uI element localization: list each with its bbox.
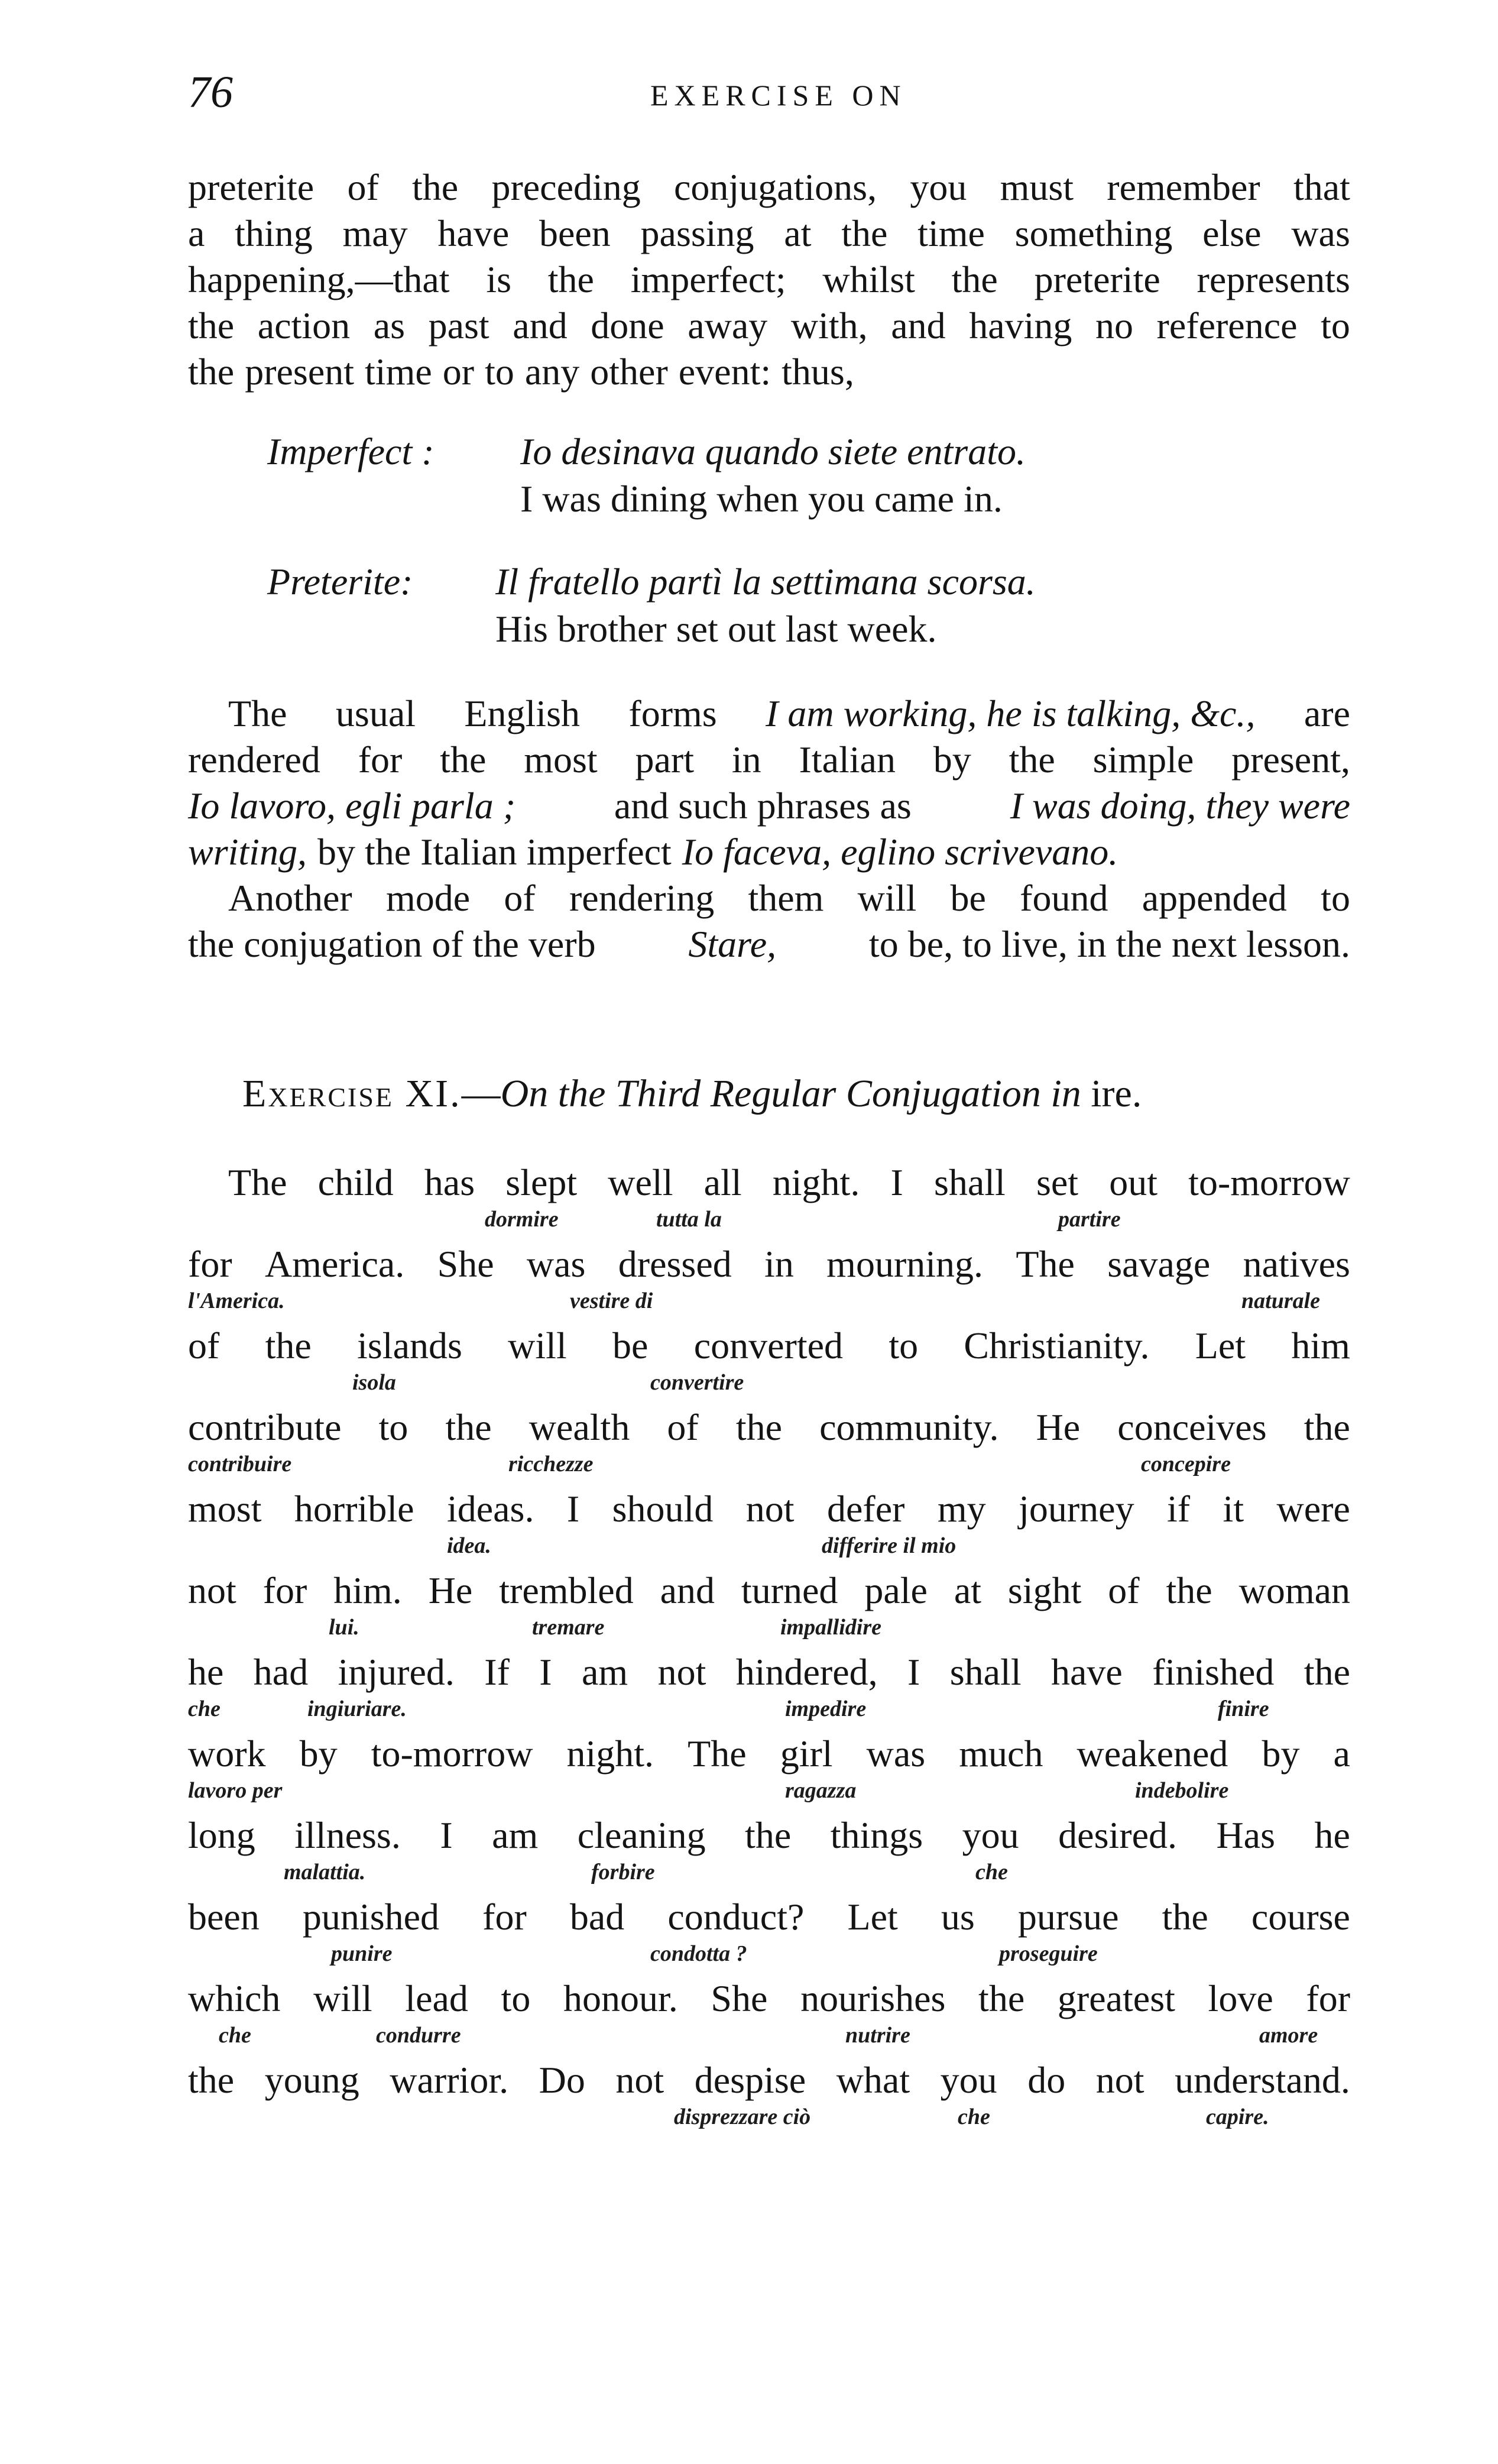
italian-gloss: partire xyxy=(1058,1207,1121,1232)
intro-line: a thing may have been passing at the time something else was xyxy=(188,212,1350,254)
exercise-word: understand. xyxy=(1175,2059,1350,2101)
paragraph-line: The usual English forms I am working, he is talking, &c., are xyxy=(228,692,1350,734)
example-english: His brother set out last week. xyxy=(495,608,937,650)
exercise-word: much xyxy=(959,1733,1043,1775)
exercise-word: by xyxy=(1262,1733,1300,1775)
exercise-word: most xyxy=(188,1488,262,1530)
exercise-word: if xyxy=(1167,1488,1191,1530)
exercise-word: I xyxy=(907,1651,920,1693)
exercise-word: If xyxy=(484,1651,510,1693)
exercise-word: She xyxy=(711,1977,768,2019)
exercise-word: do xyxy=(1027,2059,1066,2101)
exercise-word: community. xyxy=(819,1406,999,1448)
exercise-word: I xyxy=(566,1488,580,1530)
exercise-word: him xyxy=(1291,1325,1350,1367)
exercise-line xyxy=(188,1568,1350,1613)
exercise-word: the xyxy=(1304,1651,1350,1693)
exercise-word: not xyxy=(1095,2059,1144,2101)
example-english: I was dining when you came in. xyxy=(520,478,1003,520)
italian-gloss: vestire di xyxy=(570,1288,653,1313)
exercise-word: well xyxy=(608,1161,673,1203)
paragraph-line: the conjugation of the verb Stare, to be, to live, in the next lesson. xyxy=(188,923,1350,965)
italian-gloss: disprezzare ciò xyxy=(674,2104,811,2129)
exercise-word: bad xyxy=(569,1896,625,1938)
italian-gloss: ragazza xyxy=(785,1778,857,1803)
italian-gloss: capire. xyxy=(1206,2104,1269,2129)
paragraph-line: rendered for the most part in Italian by the simple present, xyxy=(188,739,1350,781)
exercise-word: the xyxy=(978,1977,1025,2019)
exercise-line xyxy=(188,1242,1350,1287)
italian-gloss: convertire xyxy=(650,1370,744,1395)
exercise-word: illness. xyxy=(294,1814,401,1856)
exercise-word: work xyxy=(188,1733,266,1775)
exercise-word: child xyxy=(317,1161,394,1203)
italian-gloss: ricchezze xyxy=(508,1452,594,1477)
paragraph-line: writing, by the Italian imperfect Io faceva, eglino scrivevano. xyxy=(188,831,1118,873)
exercise-word: conceives xyxy=(1117,1406,1267,1448)
italian-gloss: che xyxy=(219,2023,251,2048)
exercise-word: a xyxy=(1333,1733,1350,1775)
exercise-word: the xyxy=(445,1406,492,1448)
italian-gloss: ingiuriare. xyxy=(307,1696,407,1721)
exercise-word: love xyxy=(1208,1977,1273,2019)
exercise-word: I xyxy=(539,1651,552,1693)
exercise-word: am xyxy=(581,1651,628,1693)
exercise-word: of xyxy=(667,1406,699,1448)
exercise-word: not xyxy=(745,1488,795,1530)
exercise-word: He xyxy=(1036,1406,1081,1448)
exercise-word: islands xyxy=(357,1325,462,1367)
exercise-word: to xyxy=(501,1977,531,2019)
exercise-word: not xyxy=(615,2059,664,2101)
exercise-line xyxy=(188,1813,1350,1858)
exercise-word: natives xyxy=(1243,1243,1350,1285)
exercise-word: for xyxy=(188,1243,232,1285)
exercise-word: not xyxy=(188,1569,236,1611)
exercise-word: and xyxy=(660,1569,715,1611)
exercise-word: horrible xyxy=(294,1488,414,1530)
italian-gloss: contribuire xyxy=(188,1452,292,1477)
italian-gloss: proseguire xyxy=(999,1941,1098,1966)
exercise-word: had xyxy=(253,1651,309,1693)
italian-gloss: tremare xyxy=(532,1615,605,1640)
exercise-word: despise xyxy=(694,2059,806,2101)
exercise-word: slept xyxy=(505,1161,578,1203)
exercise-word: conduct? xyxy=(667,1896,805,1938)
exercise-word: night. xyxy=(566,1733,654,1775)
intro-line: preterite of the preceding conjugations, you must remember that xyxy=(188,166,1350,208)
exercise-word: to xyxy=(889,1325,919,1367)
exercise-word: of xyxy=(1108,1569,1140,1611)
exercise-word: ideas. xyxy=(446,1488,534,1530)
exercise-word: trembled xyxy=(499,1569,634,1611)
exercise-word: wealth xyxy=(528,1406,630,1448)
exercise-word: the xyxy=(265,1325,312,1367)
exercise-word: I xyxy=(440,1814,453,1856)
exercise-word: America. xyxy=(264,1243,405,1285)
exercise-word: The xyxy=(228,1161,287,1203)
exercise-word: journey xyxy=(1019,1488,1134,1530)
exercise-line xyxy=(188,1487,1350,1531)
exercise-word: greatest xyxy=(1057,1977,1175,2019)
italian-gloss: lui. xyxy=(329,1615,359,1640)
italian-gloss: condurre xyxy=(376,2023,461,2048)
exercise-word: be xyxy=(612,1325,649,1367)
running-title: EXERCISE ON xyxy=(650,79,907,112)
intro-line: happening,—that is the imperfect; whilst the preterite represents xyxy=(188,258,1350,300)
exercise-word: set xyxy=(1036,1161,1079,1203)
exercise-subtitle: On the Third Regular Conjugation in xyxy=(500,1072,1081,1115)
exercise-word: young xyxy=(264,2059,359,2101)
page-number: 76 xyxy=(188,67,233,117)
italian-gloss: tutta la xyxy=(656,1207,722,1232)
exercise-word: for xyxy=(482,1896,527,1938)
exercise-word: night. xyxy=(772,1161,860,1203)
exercise-word: pursue xyxy=(1017,1896,1119,1938)
exercise-word: shall xyxy=(933,1161,1006,1203)
exercise-word: for xyxy=(1306,1977,1350,2019)
exercise-word: by xyxy=(299,1733,338,1775)
exercise-word: been xyxy=(188,1896,260,1938)
exercise-word: Let xyxy=(1195,1325,1246,1367)
exercise-line xyxy=(188,1731,1350,1776)
exercise-word: sight xyxy=(1007,1569,1082,1611)
exercise-word: defer xyxy=(826,1488,905,1530)
exercise-word: Do xyxy=(539,2059,585,2101)
paragraph-line: Io lavoro, egli parla ; and such phrases as I was doing, they were xyxy=(188,785,1350,827)
exercise-word: lead xyxy=(405,1977,468,2019)
exercise-word: my xyxy=(937,1488,986,1530)
example-label: Imperfect : xyxy=(267,430,435,472)
exercise-word: nourishes xyxy=(800,1977,946,2019)
exercise-title: Exercise XI. xyxy=(242,1072,462,1115)
exercise-word: Has xyxy=(1216,1814,1275,1856)
exercise-word: Christianity. xyxy=(964,1325,1150,1367)
italian-gloss: impedire xyxy=(785,1696,867,1721)
exercise-word: he xyxy=(1314,1814,1350,1856)
italian-gloss: concepire xyxy=(1141,1452,1231,1477)
italian-gloss: punire xyxy=(331,1941,393,1966)
italian-gloss: indebolire xyxy=(1135,1778,1229,1803)
exercise-word: the xyxy=(1166,1569,1212,1611)
example-label: Preterite: xyxy=(267,561,413,603)
exercise-line xyxy=(188,1323,1350,1368)
exercise-word: you xyxy=(940,2059,997,2101)
exercise-word: to-morrow xyxy=(371,1733,533,1775)
exercise-line xyxy=(228,1160,1350,1205)
italian-gloss: idea. xyxy=(447,1533,491,1558)
exercise-word: the xyxy=(1304,1406,1350,1448)
italian-gloss: dormire xyxy=(485,1207,559,1232)
exercise-word: to xyxy=(378,1406,408,1448)
exercise-line xyxy=(188,1976,1350,2021)
exercise-word: what xyxy=(836,2059,910,2101)
italian-gloss: nutrire xyxy=(845,2023,910,2048)
exercise-word: were xyxy=(1276,1488,1350,1530)
exercise-word: it xyxy=(1223,1488,1244,1530)
exercise-word: contribute xyxy=(188,1406,342,1448)
exercise-line xyxy=(188,1650,1350,1695)
exercise-word: which xyxy=(188,1977,281,2019)
exercise-heading: Exercise XI.—On the Third Regular Conjugation in ire. xyxy=(242,1072,1142,1115)
exercise-word: hindered, xyxy=(735,1651,878,1693)
italian-gloss: malattia. xyxy=(284,1860,366,1885)
italian-gloss: naturale xyxy=(1241,1288,1321,1313)
exercise-word: to-morrow xyxy=(1188,1161,1350,1203)
exercise-word: punished xyxy=(302,1896,440,1938)
italian-gloss: amore xyxy=(1259,2023,1318,2048)
exercise-word: should xyxy=(612,1488,714,1530)
italian-gloss: isola xyxy=(352,1370,396,1395)
italian-gloss: l'America. xyxy=(188,1288,285,1313)
exercise-word: The xyxy=(1016,1243,1075,1285)
exercise-word: the xyxy=(1162,1896,1208,1938)
exercise-word: savage xyxy=(1107,1243,1211,1285)
exercise-word: warrior. xyxy=(390,2059,509,2101)
exercise-word: cleaning xyxy=(577,1814,706,1856)
example-italian: Il fratello partì la settimana scorsa. xyxy=(495,561,1036,603)
italian-gloss: condotta ? xyxy=(650,1941,747,1966)
exercise-word: will xyxy=(508,1325,567,1367)
exercise-word: I xyxy=(890,1161,903,1203)
exercise-line xyxy=(188,1405,1350,1450)
italian-gloss: che xyxy=(975,1860,1008,1885)
exercise-word: he xyxy=(188,1651,224,1693)
exercise-word: at xyxy=(954,1569,981,1611)
exercise-word: all xyxy=(703,1161,742,1203)
italian-gloss: che xyxy=(188,1696,221,1721)
exercise-word: of xyxy=(188,1325,220,1367)
exercise-word: am xyxy=(492,1814,539,1856)
exercise-line xyxy=(188,1895,1350,1940)
exercise-word: course xyxy=(1251,1896,1350,1938)
exercise-word: us xyxy=(941,1896,975,1938)
exercise-word: woman xyxy=(1238,1569,1350,1611)
exercise-word: He xyxy=(428,1569,473,1611)
exercise-suffix: ire. xyxy=(1091,1072,1142,1115)
exercise-word: honour. xyxy=(563,1977,678,2019)
exercise-word: him. xyxy=(333,1569,402,1611)
exercise-word: you xyxy=(962,1814,1019,1856)
exercise-word: desired. xyxy=(1058,1814,1177,1856)
exercise-word: shall xyxy=(949,1651,1022,1693)
exercise-word: She xyxy=(437,1243,494,1285)
exercise-word: out xyxy=(1109,1161,1157,1203)
exercise-word: the xyxy=(745,1814,792,1856)
exercise-word: in xyxy=(764,1243,794,1285)
paragraph-line: Another mode of rendering them will be found appended to xyxy=(228,877,1350,919)
italian-gloss: lavoro per xyxy=(188,1778,283,1803)
exercise-word: have xyxy=(1051,1651,1123,1693)
italian-gloss: forbire xyxy=(591,1860,655,1885)
exercise-word: mourning. xyxy=(826,1243,984,1285)
intro-line: the present time or to any other event: thus, xyxy=(188,351,854,393)
exercise-word: weakened xyxy=(1077,1733,1228,1775)
exercise-word: things xyxy=(830,1814,923,1856)
exercise-word: was xyxy=(526,1243,586,1285)
exercise-word: will xyxy=(313,1977,372,2019)
exercise-word: turned xyxy=(741,1569,838,1611)
intro-line: the action as past and done away with, and having no reference to xyxy=(188,305,1350,347)
example-italian: Io desinava quando siete entrato. xyxy=(520,430,1026,472)
exercise-word: pale xyxy=(864,1569,928,1611)
exercise-word: long xyxy=(188,1814,255,1856)
exercise-word: dressed xyxy=(618,1243,732,1285)
exercise-word: has xyxy=(424,1161,475,1203)
exercise-word: was xyxy=(866,1733,926,1775)
exercise-line xyxy=(188,2058,1350,2103)
exercise-word: for xyxy=(262,1569,307,1611)
italian-gloss: differire il mio xyxy=(822,1533,956,1558)
italian-gloss: finire xyxy=(1218,1696,1269,1721)
italian-gloss: impallidire xyxy=(780,1615,881,1640)
italian-gloss: che xyxy=(958,2104,990,2129)
exercise-word: girl xyxy=(780,1733,833,1775)
exercise-word: injured. xyxy=(338,1651,455,1693)
exercise-word: finished xyxy=(1152,1651,1275,1693)
exercise-word: converted xyxy=(693,1325,844,1367)
exercise-word: the xyxy=(735,1406,782,1448)
exercise-word: The xyxy=(688,1733,747,1775)
exercise-word: not xyxy=(657,1651,706,1693)
exercise-word: the xyxy=(188,2059,235,2101)
exercise-word: Let xyxy=(847,1896,898,1938)
